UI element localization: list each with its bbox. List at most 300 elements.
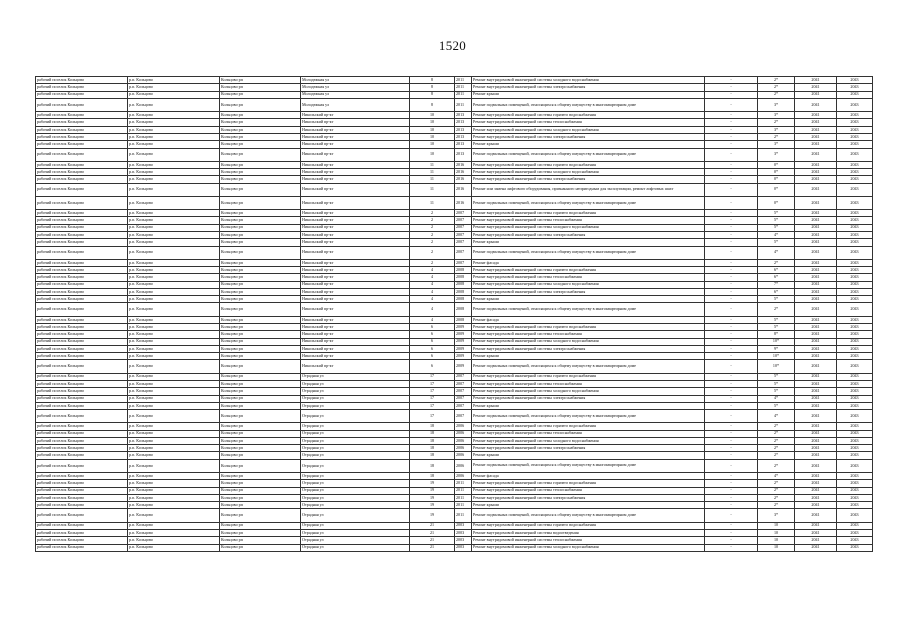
street-cell: Молодежная ул bbox=[301, 98, 410, 111]
municipality-cell: рабочий поселок Кольцово bbox=[36, 91, 128, 98]
number-cell: 0* bbox=[758, 196, 795, 209]
settlement-cell: р.п. Кольцово bbox=[128, 231, 220, 238]
work-description-cell: Ремонт внутридомовой инженерной системы горячего водоснабжения bbox=[472, 373, 705, 380]
work-description-cell: Ремонт подвальных помещений, относящихся к общему имуществу в многоквартирном доме bbox=[472, 360, 705, 373]
work-description-cell: Ремонт внутридомовой инженерной системы электроснабжения bbox=[472, 231, 705, 238]
locality-cell: Кольцово рп bbox=[220, 119, 301, 126]
table-row bbox=[36, 239, 873, 246]
street-cell: Отрадная ул bbox=[301, 544, 410, 551]
end-year-cell: 2043 bbox=[837, 176, 873, 183]
municipality-cell: рабочий поселок Кольцово bbox=[36, 183, 128, 196]
table-row bbox=[36, 529, 873, 536]
dash-cell: - bbox=[705, 316, 758, 323]
year-cell: 2006 bbox=[455, 472, 472, 479]
house-cell: 4 bbox=[410, 296, 455, 303]
table-row bbox=[36, 246, 873, 259]
table-row bbox=[36, 126, 873, 133]
number-cell: 3* bbox=[758, 509, 795, 522]
street-cell: Молодежная ул bbox=[301, 77, 410, 84]
work-description-cell: Ремонт подвальных помещений, относящихся к общему имуществу в многоквартирном доме bbox=[472, 246, 705, 259]
start-year-cell: 2041 bbox=[795, 388, 837, 395]
year-cell: 2006 bbox=[455, 437, 472, 444]
locality-cell: Кольцово рп bbox=[220, 217, 301, 224]
start-year-cell: 2041 bbox=[795, 98, 837, 111]
year-cell: 2009 bbox=[455, 360, 472, 373]
year-cell: 2011 bbox=[455, 502, 472, 509]
house-cell: 19 bbox=[410, 480, 455, 487]
settlement-cell: р.п. Кольцово bbox=[128, 459, 220, 472]
house-cell: 18 bbox=[410, 459, 455, 472]
table-row bbox=[36, 210, 873, 217]
dash-cell: - bbox=[705, 148, 758, 161]
house-cell: 18 bbox=[410, 445, 455, 452]
dash-cell: - bbox=[705, 487, 758, 494]
street-cell: Отрадная ул bbox=[301, 410, 410, 423]
end-year-cell: 2043 bbox=[837, 502, 873, 509]
house-cell: 8 bbox=[410, 91, 455, 98]
work-description-cell: Ремонт внутридомовой инженерной системы холодного водоснабжения bbox=[472, 281, 705, 288]
work-description-cell: Ремонт внутридомовой инженерной системы теплоснабжения bbox=[472, 331, 705, 338]
municipality-cell: рабочий поселок Кольцово bbox=[36, 331, 128, 338]
locality-cell: Кольцово рп bbox=[220, 494, 301, 501]
house-cell: 6 bbox=[410, 338, 455, 345]
dash-cell: - bbox=[705, 288, 758, 295]
number-cell: 6* bbox=[758, 274, 795, 281]
locality-cell: Кольцово рп bbox=[220, 544, 301, 551]
house-cell: 4 bbox=[410, 316, 455, 323]
number-cell: 8* bbox=[758, 331, 795, 338]
settlement-cell: р.п. Кольцово bbox=[128, 169, 220, 176]
table-body bbox=[36, 77, 873, 552]
settlement-cell: р.п. Кольцово bbox=[128, 423, 220, 430]
work-description-cell: Ремонт фасада bbox=[472, 259, 705, 266]
municipality-cell: рабочий поселок Кольцово bbox=[36, 316, 128, 323]
number-cell: 2* bbox=[758, 487, 795, 494]
year-cell: 2008 bbox=[455, 266, 472, 273]
year-cell: 2003 bbox=[455, 544, 472, 551]
dash-cell: - bbox=[705, 459, 758, 472]
year-cell: 2011 bbox=[455, 487, 472, 494]
start-year-cell: 2041 bbox=[795, 91, 837, 98]
end-year-cell: 2043 bbox=[837, 472, 873, 479]
house-cell: 10 bbox=[410, 133, 455, 140]
street-cell: Никольский пр-кт bbox=[301, 133, 410, 140]
settlement-cell: р.п. Кольцово bbox=[128, 161, 220, 168]
house-cell: 21 bbox=[410, 544, 455, 551]
table-row bbox=[36, 537, 873, 544]
street-cell: Никольский пр-кт bbox=[301, 353, 410, 360]
locality-cell: Кольцово рп bbox=[220, 91, 301, 98]
start-year-cell: 2041 bbox=[795, 459, 837, 472]
locality-cell: Кольцово рп bbox=[220, 445, 301, 452]
table-row bbox=[36, 487, 873, 494]
year-cell: 2013 bbox=[455, 141, 472, 148]
street-cell: Отрадная ул bbox=[301, 487, 410, 494]
street-cell: Никольский пр-кт bbox=[301, 296, 410, 303]
end-year-cell: 2043 bbox=[837, 183, 873, 196]
number-cell: 2* bbox=[758, 119, 795, 126]
house-cell: 11 bbox=[410, 169, 455, 176]
locality-cell: Кольцово рп bbox=[220, 345, 301, 352]
locality-cell: Кольцово рп bbox=[220, 169, 301, 176]
settlement-cell: р.п. Кольцово bbox=[128, 522, 220, 529]
work-description-cell: Ремонт внутридомовой инженерной системы горячего водоснабжения bbox=[472, 323, 705, 330]
locality-cell: Кольцово рп bbox=[220, 437, 301, 444]
work-description-cell: Ремонт подвальных помещений, относящихся к общему имуществу в многоквартирном доме bbox=[472, 148, 705, 161]
work-description-cell: Ремонт подвальных помещений, относящихся к общему имуществу в многоквартирном доме bbox=[472, 196, 705, 209]
start-year-cell: 2041 bbox=[795, 224, 837, 231]
table-row bbox=[36, 380, 873, 387]
street-cell: Молодежная ул bbox=[301, 91, 410, 98]
street-cell: Отрадная ул bbox=[301, 529, 410, 536]
settlement-cell: р.п. Кольцово bbox=[128, 430, 220, 437]
table-row bbox=[36, 169, 873, 176]
end-year-cell: 2043 bbox=[837, 529, 873, 536]
settlement-cell: р.п. Кольцово bbox=[128, 176, 220, 183]
year-cell: 2007 bbox=[455, 239, 472, 246]
table-row bbox=[36, 494, 873, 501]
street-cell: Отрадная ул bbox=[301, 423, 410, 430]
start-year-cell: 2041 bbox=[795, 210, 837, 217]
settlement-cell: р.п. Кольцово bbox=[128, 133, 220, 140]
street-cell: Отрадная ул bbox=[301, 509, 410, 522]
locality-cell: Кольцово рп bbox=[220, 126, 301, 133]
house-cell: 21 bbox=[410, 522, 455, 529]
year-cell: 2013 bbox=[455, 148, 472, 161]
street-cell: Никольский пр-кт bbox=[301, 148, 410, 161]
end-year-cell: 2043 bbox=[837, 353, 873, 360]
dash-cell: - bbox=[705, 480, 758, 487]
settlement-cell: р.п. Кольцово bbox=[128, 77, 220, 84]
work-description-cell: Ремонт внутридомовой инженерной системы горячего водоснабжения bbox=[472, 266, 705, 273]
settlement-cell: р.п. Кольцово bbox=[128, 537, 220, 544]
street-cell: Никольский пр-кт bbox=[301, 246, 410, 259]
end-year-cell: 2043 bbox=[837, 296, 873, 303]
municipality-cell: рабочий поселок Кольцово bbox=[36, 459, 128, 472]
dash-cell: - bbox=[705, 119, 758, 126]
settlement-cell: р.п. Кольцово bbox=[128, 266, 220, 273]
year-cell: 2006 bbox=[455, 445, 472, 452]
start-year-cell: 2041 bbox=[795, 133, 837, 140]
settlement-cell: р.п. Кольцово bbox=[128, 380, 220, 387]
number-cell: 5* bbox=[758, 296, 795, 303]
street-cell: Отрадная ул bbox=[301, 388, 410, 395]
dash-cell: - bbox=[705, 395, 758, 402]
year-cell: 2006 bbox=[455, 459, 472, 472]
year-cell: 2007 bbox=[455, 402, 472, 409]
end-year-cell: 2043 bbox=[837, 274, 873, 281]
settlement-cell: р.п. Кольцово bbox=[128, 323, 220, 330]
dash-cell: - bbox=[705, 296, 758, 303]
dash-cell: - bbox=[705, 544, 758, 551]
work-description-cell: Ремонт внутридомовой инженерной системы холодного водоснабжения bbox=[472, 437, 705, 444]
year-cell: 2008 bbox=[455, 303, 472, 316]
year-cell: 2007 bbox=[455, 373, 472, 380]
dash-cell: - bbox=[705, 388, 758, 395]
municipality-cell: рабочий поселок Кольцово bbox=[36, 509, 128, 522]
work-description-cell: Ремонт внутридомовой инженерной системы холодного водоснабжения bbox=[472, 388, 705, 395]
work-description-cell: Ремонт внутридомовой инженерной системы теплоснабжения bbox=[472, 537, 705, 544]
house-cell: 21 bbox=[410, 529, 455, 536]
number-cell: 3* bbox=[758, 126, 795, 133]
house-cell: 2 bbox=[410, 210, 455, 217]
locality-cell: Кольцово рп bbox=[220, 338, 301, 345]
start-year-cell: 2041 bbox=[795, 176, 837, 183]
table-row bbox=[36, 509, 873, 522]
street-cell: Никольский пр-кт bbox=[301, 169, 410, 176]
settlement-cell: р.п. Кольцово bbox=[128, 196, 220, 209]
dash-cell: - bbox=[705, 437, 758, 444]
settlement-cell: р.п. Кольцово bbox=[128, 345, 220, 352]
locality-cell: Кольцово рп bbox=[220, 281, 301, 288]
municipality-cell: рабочий поселок Кольцово bbox=[36, 544, 128, 551]
house-cell: 17 bbox=[410, 373, 455, 380]
settlement-cell: р.п. Кольцово bbox=[128, 388, 220, 395]
street-cell: Никольский пр-кт bbox=[301, 345, 410, 352]
table-row bbox=[36, 459, 873, 472]
number-cell: 2* bbox=[758, 502, 795, 509]
municipality-cell: рабочий поселок Кольцово bbox=[36, 452, 128, 459]
end-year-cell: 2043 bbox=[837, 126, 873, 133]
municipality-cell: рабочий поселок Кольцово bbox=[36, 210, 128, 217]
number-cell: 5* bbox=[758, 388, 795, 395]
start-year-cell: 2041 bbox=[795, 126, 837, 133]
municipality-cell: рабочий поселок Кольцово bbox=[36, 148, 128, 161]
table-row bbox=[36, 323, 873, 330]
start-year-cell: 2041 bbox=[795, 316, 837, 323]
house-cell: 18 bbox=[410, 472, 455, 479]
dash-cell: - bbox=[705, 224, 758, 231]
house-cell: 18 bbox=[410, 437, 455, 444]
table-row bbox=[36, 373, 873, 380]
municipality-cell: рабочий поселок Кольцово bbox=[36, 217, 128, 224]
locality-cell: Кольцово рп bbox=[220, 472, 301, 479]
year-cell: 2007 bbox=[455, 246, 472, 259]
dash-cell: - bbox=[705, 445, 758, 452]
page-number: 1520 bbox=[438, 38, 467, 53]
year-cell: 2013 bbox=[455, 126, 472, 133]
work-description-cell: Ремонт внутридомовой инженерной системы теплоснабжения bbox=[472, 217, 705, 224]
municipality-cell: рабочий поселок Кольцово bbox=[36, 141, 128, 148]
number-cell: 2* bbox=[758, 84, 795, 91]
year-cell: 2007 bbox=[455, 210, 472, 217]
end-year-cell: 2043 bbox=[837, 323, 873, 330]
locality-cell: Кольцово рп bbox=[220, 331, 301, 338]
year-cell: 2013 bbox=[455, 133, 472, 140]
municipality-cell: рабочий поселок Кольцово bbox=[36, 487, 128, 494]
start-year-cell: 2041 bbox=[795, 259, 837, 266]
start-year-cell: 2041 bbox=[795, 338, 837, 345]
street-cell: Отрадная ул bbox=[301, 402, 410, 409]
dash-cell: - bbox=[705, 246, 758, 259]
dash-cell: - bbox=[705, 161, 758, 168]
locality-cell: Кольцово рп bbox=[220, 509, 301, 522]
locality-cell: Кольцово рп bbox=[220, 459, 301, 472]
work-description-cell: Ремонт подвальных помещений, относящихся к общему имуществу в многоквартирном доме bbox=[472, 509, 705, 522]
number-cell: 4* bbox=[758, 231, 795, 238]
dash-cell: - bbox=[705, 380, 758, 387]
end-year-cell: 2043 bbox=[837, 303, 873, 316]
house-cell: 4 bbox=[410, 303, 455, 316]
end-year-cell: 2043 bbox=[837, 395, 873, 402]
settlement-cell: р.п. Кольцово bbox=[128, 316, 220, 323]
year-cell: 2007 bbox=[455, 231, 472, 238]
end-year-cell: 2043 bbox=[837, 259, 873, 266]
municipality-cell: рабочий поселок Кольцово bbox=[36, 494, 128, 501]
start-year-cell: 2041 bbox=[795, 112, 837, 119]
house-cell: 18 bbox=[410, 423, 455, 430]
table-row bbox=[36, 388, 873, 395]
number-cell: 5* bbox=[758, 224, 795, 231]
house-cell: 11 bbox=[410, 183, 455, 196]
settlement-cell: р.п. Кольцово bbox=[128, 224, 220, 231]
house-cell: 11 bbox=[410, 196, 455, 209]
end-year-cell: 2043 bbox=[837, 480, 873, 487]
house-cell: 8 bbox=[410, 98, 455, 111]
start-year-cell: 2041 bbox=[795, 281, 837, 288]
street-cell: Никольский пр-кт bbox=[301, 274, 410, 281]
year-cell: 2011 bbox=[455, 494, 472, 501]
locality-cell: Кольцово рп bbox=[220, 316, 301, 323]
work-description-cell: Ремонт крыши bbox=[472, 452, 705, 459]
dash-cell: - bbox=[705, 126, 758, 133]
start-year-cell: 2041 bbox=[795, 452, 837, 459]
municipality-cell: рабочий поселок Кольцово bbox=[36, 281, 128, 288]
dash-cell: - bbox=[705, 331, 758, 338]
settlement-cell: р.п. Кольцово bbox=[128, 373, 220, 380]
settlement-cell: р.п. Кольцово bbox=[128, 402, 220, 409]
year-cell: 2009 bbox=[455, 338, 472, 345]
house-cell: 10 bbox=[410, 126, 455, 133]
locality-cell: Кольцово рп bbox=[220, 395, 301, 402]
year-cell: 2003 bbox=[455, 522, 472, 529]
end-year-cell: 2043 bbox=[837, 402, 873, 409]
number-cell: 0* bbox=[758, 169, 795, 176]
settlement-cell: р.п. Кольцово bbox=[128, 529, 220, 536]
dash-cell: - bbox=[705, 373, 758, 380]
end-year-cell: 2043 bbox=[837, 509, 873, 522]
table-row bbox=[36, 231, 873, 238]
year-cell: 2006 bbox=[455, 423, 472, 430]
street-cell: Никольский пр-кт bbox=[301, 126, 410, 133]
end-year-cell: 2043 bbox=[837, 388, 873, 395]
start-year-cell: 2041 bbox=[795, 353, 837, 360]
table-row bbox=[36, 266, 873, 273]
work-description-cell: Ремонт внутридомовой инженерной системы теплоснабжения bbox=[472, 430, 705, 437]
start-year-cell: 2041 bbox=[795, 303, 837, 316]
house-cell: 6 bbox=[410, 353, 455, 360]
dash-cell: - bbox=[705, 183, 758, 196]
end-year-cell: 2043 bbox=[837, 380, 873, 387]
year-cell: 2008 bbox=[455, 316, 472, 323]
end-year-cell: 2043 bbox=[837, 239, 873, 246]
street-cell: Никольский пр-кт bbox=[301, 338, 410, 345]
start-year-cell: 2041 bbox=[795, 509, 837, 522]
work-description-cell: Ремонт подвальных помещений, относящихся к общему имуществу в многоквартирном доме bbox=[472, 98, 705, 111]
start-year-cell: 2041 bbox=[795, 480, 837, 487]
dash-cell: - bbox=[705, 345, 758, 352]
table-row bbox=[36, 345, 873, 352]
house-cell: 4 bbox=[410, 288, 455, 295]
settlement-cell: р.п. Кольцово bbox=[128, 239, 220, 246]
start-year-cell: 2041 bbox=[795, 402, 837, 409]
dash-cell: - bbox=[705, 423, 758, 430]
work-description-cell: Ремонт крыши bbox=[472, 353, 705, 360]
number-cell: 4* bbox=[758, 472, 795, 479]
house-cell: 19 bbox=[410, 509, 455, 522]
settlement-cell: р.п. Кольцово bbox=[128, 472, 220, 479]
house-cell: 17 bbox=[410, 402, 455, 409]
start-year-cell: 2041 bbox=[795, 141, 837, 148]
municipality-cell: рабочий поселок Кольцово bbox=[36, 380, 128, 387]
settlement-cell: р.п. Кольцово bbox=[128, 487, 220, 494]
settlement-cell: р.п. Кольцово bbox=[128, 259, 220, 266]
table-row bbox=[36, 161, 873, 168]
number-cell: 4* bbox=[758, 246, 795, 259]
street-cell: Никольский пр-кт bbox=[301, 224, 410, 231]
house-cell: 2 bbox=[410, 239, 455, 246]
table-row bbox=[36, 430, 873, 437]
dash-cell: - bbox=[705, 133, 758, 140]
municipality-cell: рабочий поселок Кольцово bbox=[36, 98, 128, 111]
end-year-cell: 2043 bbox=[837, 91, 873, 98]
street-cell: Никольский пр-кт bbox=[301, 176, 410, 183]
dash-cell: - bbox=[705, 84, 758, 91]
settlement-cell: р.п. Кольцово bbox=[128, 112, 220, 119]
table-row bbox=[36, 402, 873, 409]
house-cell: 21 bbox=[410, 537, 455, 544]
dash-cell: - bbox=[705, 303, 758, 316]
house-cell: 2 bbox=[410, 259, 455, 266]
locality-cell: Кольцово рп bbox=[220, 246, 301, 259]
year-cell: 2007 bbox=[455, 380, 472, 387]
work-description-cell: Ремонт крыши bbox=[472, 502, 705, 509]
house-cell: 2 bbox=[410, 224, 455, 231]
number-cell: 10* bbox=[758, 360, 795, 373]
house-cell: 6 bbox=[410, 323, 455, 330]
number-cell: 10 bbox=[758, 544, 795, 551]
dash-cell: - bbox=[705, 176, 758, 183]
work-description-cell: Ремонт внутридомовой инженерной системы электроснабжения bbox=[472, 345, 705, 352]
house-cell: 17 bbox=[410, 388, 455, 395]
house-cell: 4 bbox=[410, 281, 455, 288]
house-cell: 10 bbox=[410, 148, 455, 161]
end-year-cell: 2043 bbox=[837, 112, 873, 119]
locality-cell: Кольцово рп bbox=[220, 402, 301, 409]
end-year-cell: 2043 bbox=[837, 410, 873, 423]
end-year-cell: 2043 bbox=[837, 231, 873, 238]
year-cell: 2007 bbox=[455, 388, 472, 395]
municipality-cell: рабочий поселок Кольцово bbox=[36, 246, 128, 259]
settlement-cell: р.п. Кольцово bbox=[128, 360, 220, 373]
table-row bbox=[36, 296, 873, 303]
start-year-cell: 2041 bbox=[795, 487, 837, 494]
dash-cell: - bbox=[705, 274, 758, 281]
number-cell: 4* bbox=[758, 395, 795, 402]
end-year-cell: 2043 bbox=[837, 246, 873, 259]
year-cell: 2011 bbox=[455, 480, 472, 487]
street-cell: Никольский пр-кт bbox=[301, 360, 410, 373]
locality-cell: Кольцово рп bbox=[220, 487, 301, 494]
end-year-cell: 2043 bbox=[837, 487, 873, 494]
end-year-cell: 2043 bbox=[837, 445, 873, 452]
municipality-cell: рабочий поселок Кольцово bbox=[36, 224, 128, 231]
year-cell: 2013 bbox=[455, 112, 472, 119]
year-cell: 2007 bbox=[455, 410, 472, 423]
work-description-cell: Ремонт крыши bbox=[472, 296, 705, 303]
end-year-cell: 2043 bbox=[837, 316, 873, 323]
municipality-cell: рабочий поселок Кольцово bbox=[36, 112, 128, 119]
